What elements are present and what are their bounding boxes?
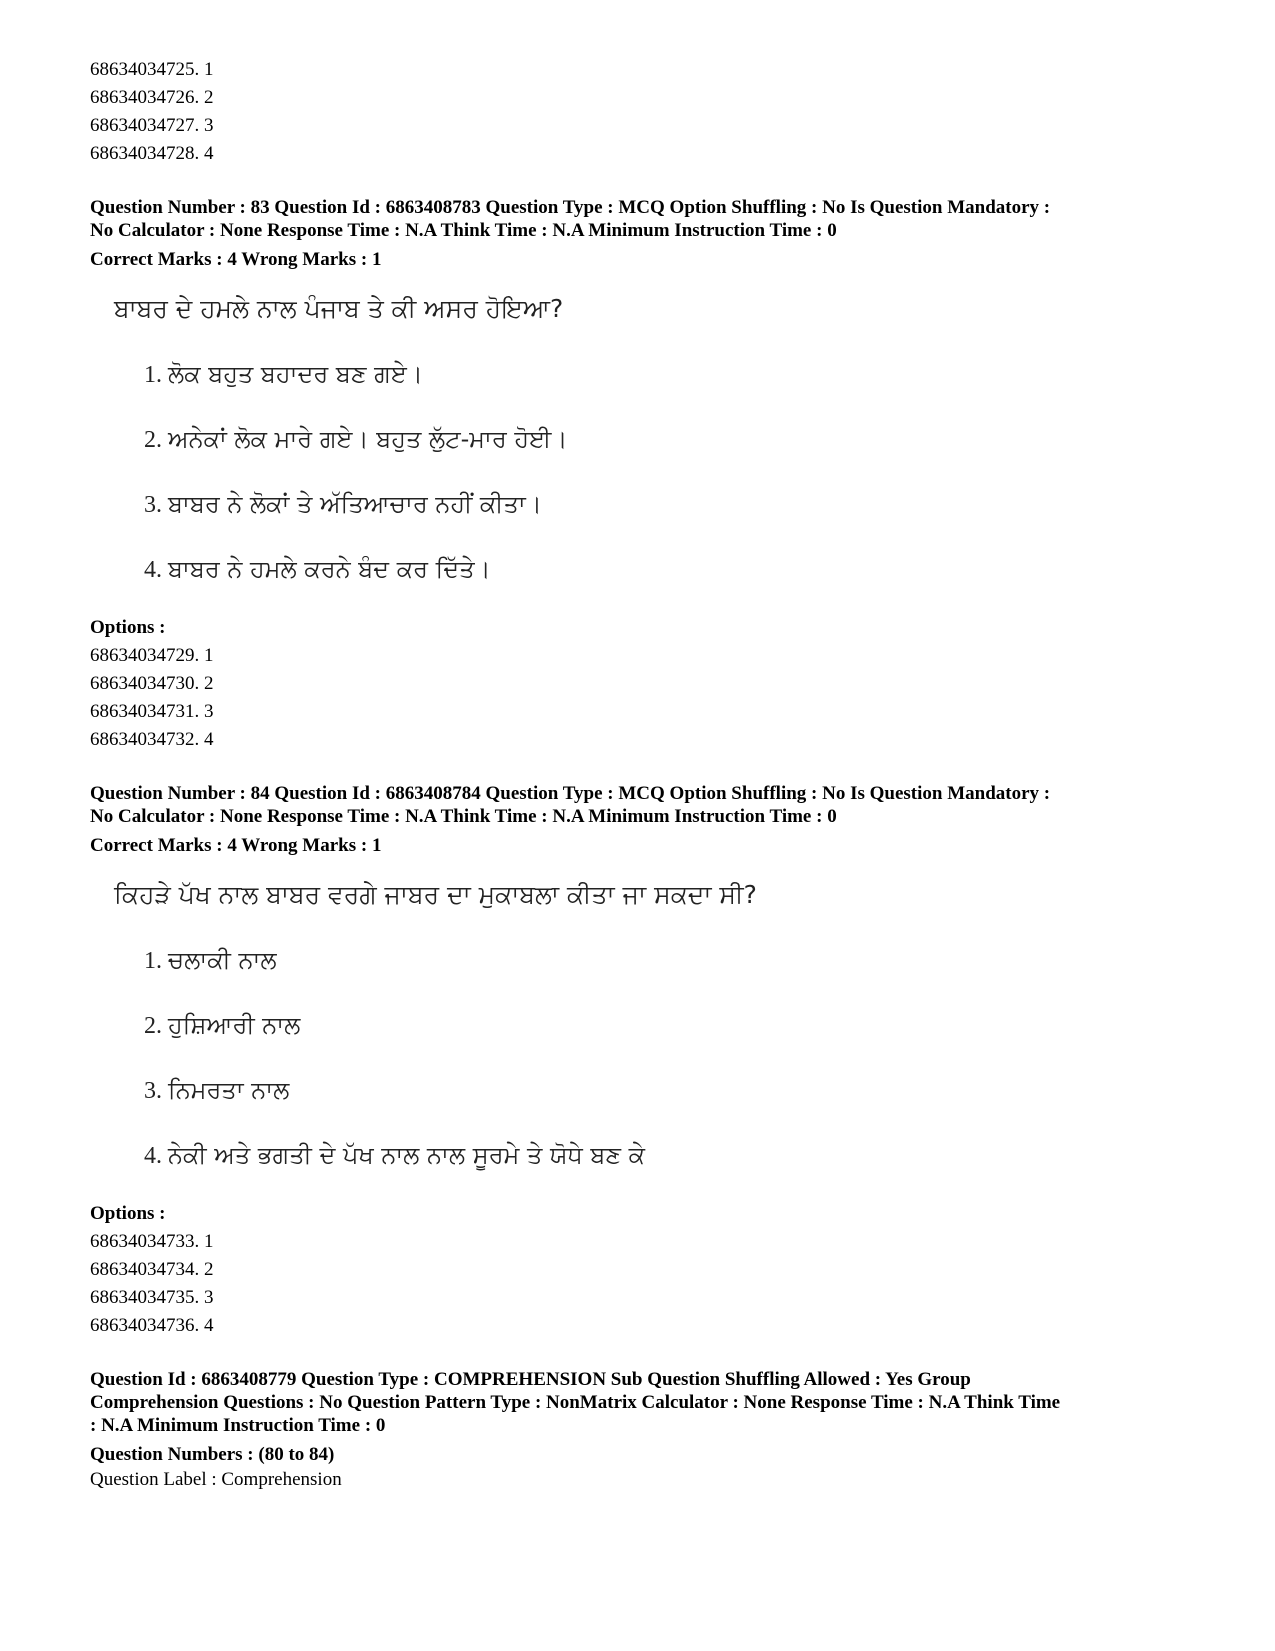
question-header-line: Question Number : 84 Question Id : 6863408784 Question Type : MCQ Option Shuffling : No Is Question Mandatory :	[90, 783, 1051, 804]
choice-text: ਬਾਬਰ ਨੇ ਹਮਲੇ ਕਰਨੇ ਬੰਦ ਕਰ ਦਿੱਤੇ।	[168, 555, 491, 583]
question-header-line: Question Number : 83 Question Id : 6863408783 Question Type : MCQ Option Shuffling : No Is Question Mandatory :	[90, 197, 1051, 218]
question-marks: Correct Marks : 4 Wrong Marks : 1	[90, 835, 382, 856]
choice-text: ਬਾਬਰ ਨੇ ਲੋਕਾਂ ਤੇ ਅੱਤਿਆਚਾਰ ਨਹੀਂ ਕੀਤਾ।	[168, 490, 542, 518]
question-text: ਕਿਹੜੇ ਪੱਖ ਨਾਲ ਬਾਬਰ ਵਰਗੇ ਜਾਬਰ ਦਾ ਮੁਕਾਬਲਾ ਕੀਤਾ ਜਾ ਸਕਦਾ ਸੀ?	[114, 880, 757, 909]
question-83	[90, 196, 1190, 754]
option-id: 68634034730. 2	[90, 673, 214, 694]
question-label: Question Label : Comprehension	[90, 1469, 342, 1490]
comprehension-header-line: : N.A Minimum Instruction Time : 0	[90, 1415, 386, 1436]
answer-choice	[144, 484, 1190, 525]
choice-number: 1.	[144, 362, 162, 388]
choice-number: 1.	[144, 948, 162, 974]
choice-number: 2.	[144, 427, 162, 453]
option-id: 68634034736. 4	[90, 1315, 214, 1336]
choice-text: ਲੋਕ ਬਹੁਤ ਬਹਾਦਰ ਬਣ ਗਏ।	[168, 360, 423, 388]
choice-number: 3.	[144, 492, 162, 518]
choice-text: ਅਨੇਕਾਂ ਲੋਕ ਮਾਰੇ ਗਏ। ਬਹੁਤ ਲੁੱਟ-ਮਾਰ ਹੋਈ।	[168, 425, 568, 453]
question-header-line: No Calculator : None Response Time : N.A Think Time : N.A Minimum Instruction Time : 0	[90, 806, 837, 827]
option-id: 68634034725. 1	[90, 59, 214, 80]
choice-number: 4.	[144, 557, 162, 583]
comprehension-section	[90, 1368, 1190, 1494]
choice-number: 2.	[144, 1013, 162, 1039]
option-id: 68634034734. 2	[90, 1259, 214, 1280]
answer-choice	[144, 1070, 1190, 1111]
option-id: 68634034732. 4	[90, 729, 214, 750]
answer-choice	[144, 419, 1190, 460]
question-header-line: No Calculator : None Response Time : N.A Think Time : N.A Minimum Instruction Time : 0	[90, 220, 837, 241]
question-marks: Correct Marks : 4 Wrong Marks : 1	[90, 249, 382, 270]
choice-number: 4.	[144, 1143, 162, 1169]
option-id: 68634034726. 2	[90, 87, 214, 108]
option-id: 68634034735. 3	[90, 1287, 214, 1308]
comprehension-header-line: Comprehension Questions : No Question Pattern Type : NonMatrix Calculator : None Response Time : N.A Think Time	[90, 1392, 1061, 1413]
option-id: 68634034728. 4	[90, 143, 214, 164]
document-page	[90, 56, 1190, 1494]
option-id: 68634034727. 3	[90, 115, 214, 136]
choice-number: 3.	[144, 1078, 162, 1104]
options-heading: Options :	[90, 617, 166, 638]
options-heading: Options :	[90, 1203, 166, 1224]
previous-options-list	[90, 56, 1190, 168]
answer-choice	[144, 1005, 1190, 1046]
option-id: 68634034729. 1	[90, 645, 214, 666]
answer-choice	[144, 1135, 1190, 1176]
choice-text: ਹੁਸ਼ਿਆਰੀ ਨਾਲ	[168, 1011, 301, 1039]
comprehension-header-line: Question Id : 6863408779 Question Type : COMPREHENSION Sub Question Shuffling Allowed : Yes Group	[90, 1369, 971, 1390]
answer-choice	[144, 549, 1190, 590]
question-84	[90, 782, 1190, 1340]
question-text: ਬਾਬਰ ਦੇ ਹਮਲੇ ਨਾਲ ਪੰਜਾਬ ਤੇ ਕੀ ਅਸਰ ਹੋਇਆ?	[114, 294, 564, 323]
answer-choice	[144, 354, 1190, 395]
option-id: 68634034731. 3	[90, 701, 214, 722]
choice-text: ਨਿਮਰਤਾ ਨਾਲ	[168, 1076, 290, 1104]
choice-text: ਚਲਾਕੀ ਨਾਲ	[168, 946, 277, 974]
option-id: 68634034733. 1	[90, 1231, 214, 1252]
question-numbers: Question Numbers : (80 to 84)	[90, 1444, 335, 1465]
answer-choice	[144, 940, 1190, 981]
choice-text: ਨੇਕੀ ਅਤੇ ਭਗਤੀ ਦੇ ਪੱਖ ਨਾਲ ਨਾਲ ਸੂਰਮੇ ਤੇ ਯੋਧੇ ਬਣ ਕੇ	[168, 1141, 645, 1169]
